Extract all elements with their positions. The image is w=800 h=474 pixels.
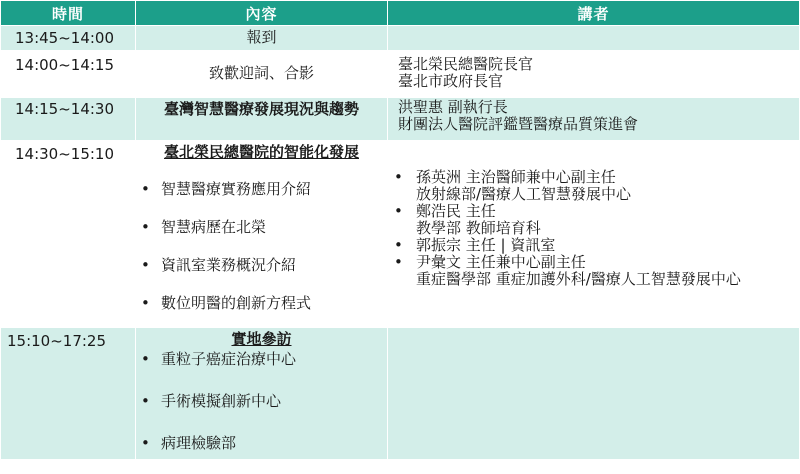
row-title: 臺北榮民總醫院的智能化發展: [163, 143, 359, 161]
row-title: 臺灣智慧醫療發展現況與趨勢: [163, 100, 359, 118]
row-title: 致歡迎詞、合影: [208, 64, 314, 82]
list-item: • 數位明醫的創新方程式: [141, 294, 312, 312]
list-item: • 重粒子癌症治療中心: [141, 350, 297, 368]
speaker-line: 洪聖惠 副執行長: [398, 98, 508, 116]
speaker-item: • 尹彙文 主任兼中心副主任 重症醫學部 重症加護外科/醫療人工智慧發展中心: [389, 254, 799, 288]
list-item: • 資訊室業務概況介紹: [141, 256, 297, 274]
row-time: 13:45~14:00: [15, 29, 115, 47]
agenda-row: [1, 51, 800, 98]
header-time: 時間: [1, 1, 136, 26]
row-time: 14:30~15:10: [15, 145, 115, 163]
agenda-row: [1, 98, 800, 141]
row-title: 實地參訪: [231, 330, 292, 348]
agenda-row: [1, 141, 800, 328]
speaker-line: 臺北市政府長官: [398, 72, 504, 90]
list-item: • 手術模擬創新中心: [141, 392, 282, 410]
speaker-line: 臺北榮民總醫院長官: [398, 55, 534, 73]
speaker-item: • 鄭浩民 主任 教學部 教師培育科: [389, 203, 799, 237]
list-item: • 智慧醫療實務應用介紹: [141, 180, 312, 198]
agenda-row: [1, 328, 800, 460]
row-title: 報到: [246, 28, 277, 46]
row-time: 15:10~17:25: [7, 332, 107, 350]
speaker-list: [388, 141, 799, 288]
speaker-item: • 孫英洲 主治醫師兼中心副主任 放射線部/醫療人工智慧發展中心: [389, 169, 799, 203]
speaker-line: 財團法人醫院評鑑暨醫療品質策進會: [398, 115, 639, 133]
agenda-row: [1, 26, 800, 51]
header-content: 內容: [136, 1, 388, 26]
list-item: • 病理檢驗部: [141, 434, 237, 452]
speaker-item: • 郭振宗 主任 | 資訊室: [389, 237, 799, 254]
row-time: 14:15~14:30: [15, 100, 115, 118]
row-time: 14:00~14:15: [15, 56, 115, 74]
header-speaker: 講者: [388, 1, 800, 26]
list-item: • 智慧病歷在北榮: [141, 218, 267, 236]
